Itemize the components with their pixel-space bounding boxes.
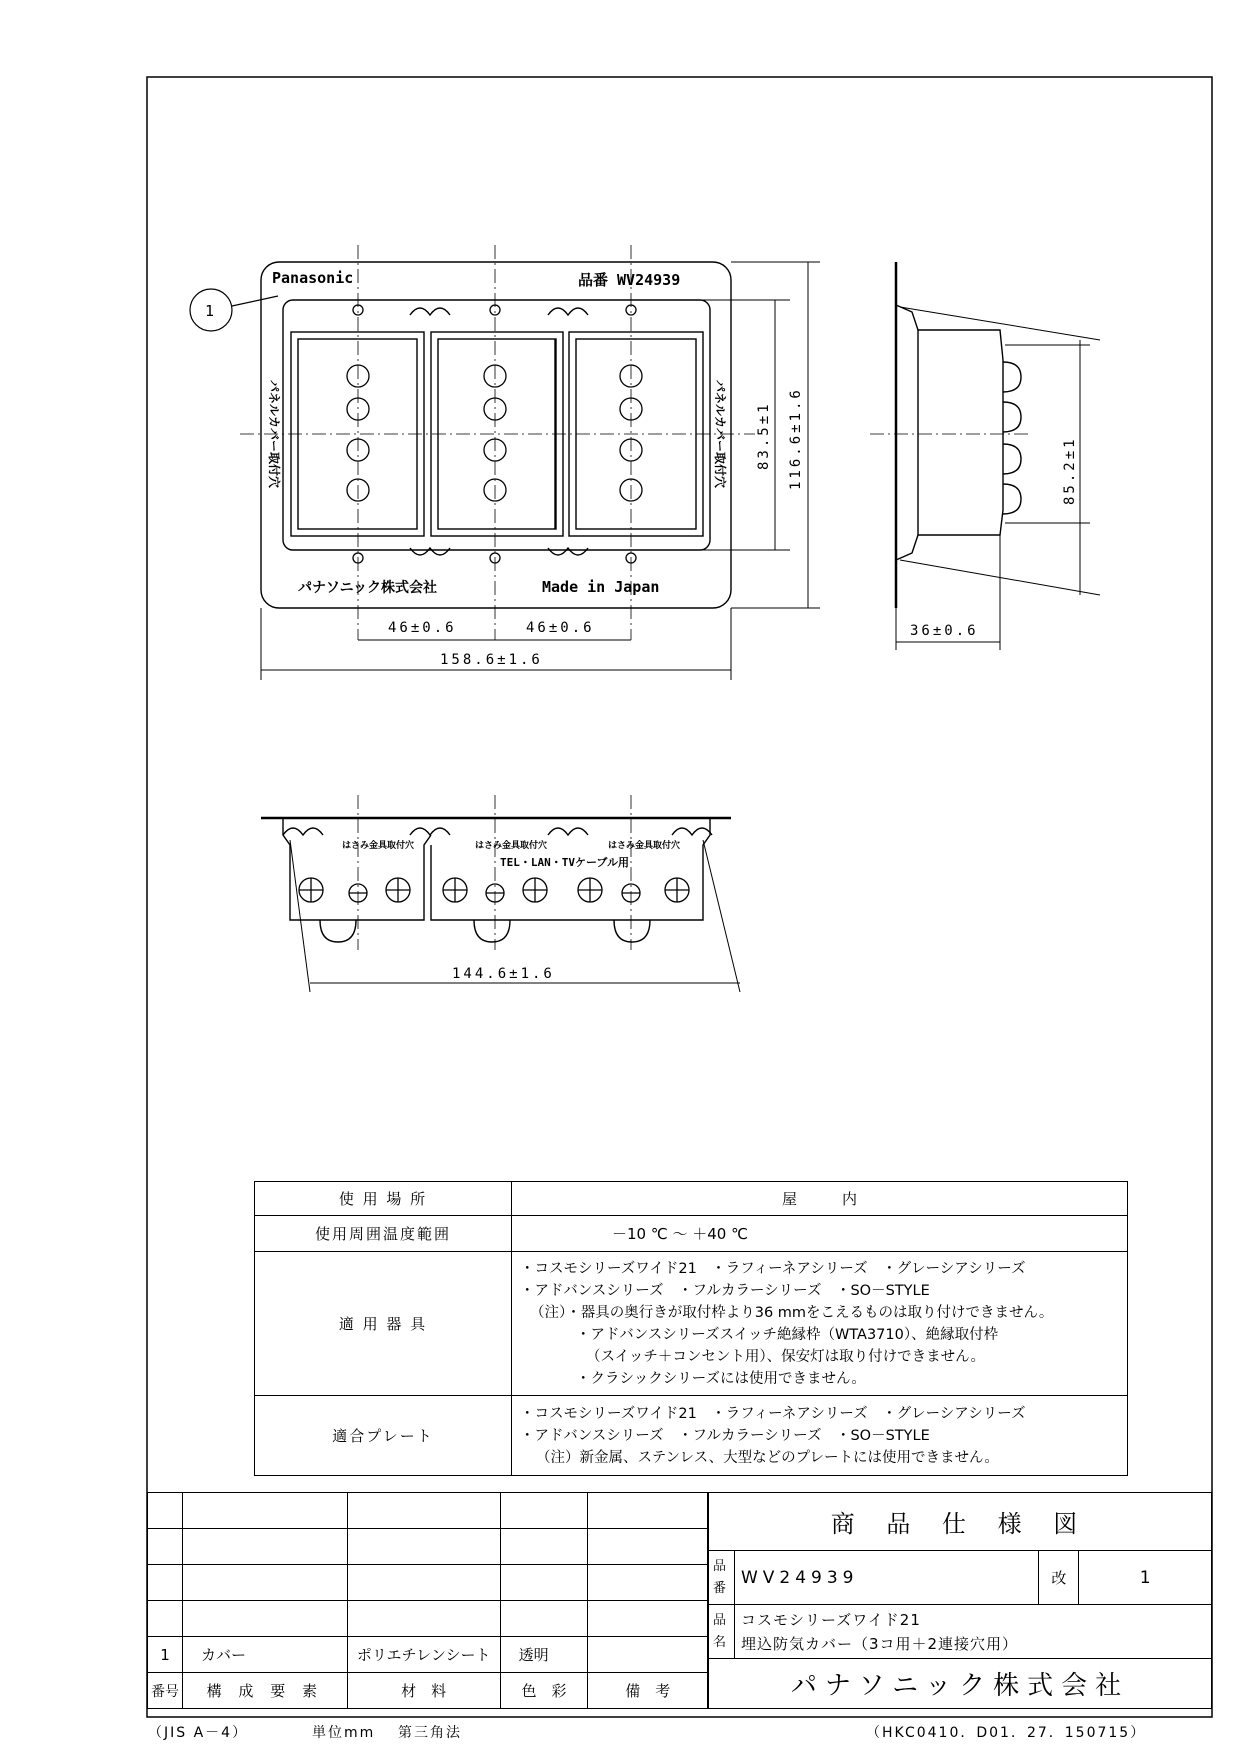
front-inner-frame (283, 300, 710, 550)
spec-label-location: 使 用 場 所 (255, 1182, 512, 1216)
footer-unit: 単位mm (312, 1725, 376, 1741)
header-note: 備 考 (588, 1673, 708, 1709)
front-plate-outline (261, 262, 731, 608)
hinban-value: WV24939 (734, 1551, 1038, 1605)
dim-side-height: 85.2±1 (1062, 436, 1078, 505)
hinmei-label: 品名 (709, 1605, 735, 1659)
dim-bottom-width: 144.6±1.6 (452, 966, 555, 982)
title-block (708, 1492, 1212, 1709)
dim-side-depth: 36±0.6 (910, 623, 979, 639)
dim-inner-height: 83.5±1 (756, 401, 772, 470)
footer-paper-size: （JIS A－4） (148, 1725, 249, 1741)
bottom-label-a1: はさみ金具取付穴 (342, 841, 415, 851)
part-name: カバー (182, 1637, 347, 1673)
parts-row-1 (148, 1637, 708, 1673)
bottom-view (261, 795, 740, 992)
plate-maker: パナソニック株式会社 (298, 580, 438, 596)
dim-overall-width: 158.6±1.6 (440, 652, 543, 668)
bottom-screws (299, 878, 689, 902)
header-no: 番号 (148, 1673, 183, 1709)
hinmei-line-2: 埋込防気カバー（3コ用＋2連接穴用） (740, 1634, 1019, 1653)
spec-label-plate: 適合プレート (255, 1396, 512, 1476)
bottom-label-a2: はさみ金具取付穴 (475, 841, 548, 851)
hinban-label: 品番 (709, 1551, 735, 1605)
footer-projection: 第三角法 (398, 1725, 462, 1741)
spec-value-temp: －10 ℃ ～ ＋40 ℃ (512, 1216, 1128, 1252)
parts-table (147, 1492, 708, 1709)
dim-pitch-right: 46±0.6 (526, 620, 595, 636)
company: パナソニック株式会社 (709, 1659, 1212, 1709)
spec-label-devices: 適 用 器 具 (255, 1252, 512, 1396)
plate-origin: Made in Japan (542, 578, 660, 596)
dim-overall-height: 116.6±1.6 (788, 387, 804, 490)
spec-value-location: 屋 内 (512, 1182, 1128, 1216)
hinmei-value (734, 1605, 1211, 1659)
spec-label-temp: 使用周囲温度範囲 (255, 1216, 512, 1252)
callout-number: 1 (205, 302, 215, 320)
spec-value-devices: ・コスモシリーズワイド21 ・ラフィーネアシリーズ ・グレーシアシリーズ ・アドバンスシリーズ ・フルカラーシリーズ ・SO－STYLE （注）・器具の奥行きが取付枠より36 mmをこえるものは取り付けできません。 ・アドバンスシリーズスイッチ絶縁枠（WTA3710）、絶縁取付枠 （スイッチ＋コンセント用）、保安灯は取り付けできません。 ・クラシックシリーズには使用できません。 (512, 1252, 1128, 1396)
front-plate-labels (267, 269, 728, 596)
side-label-left: パネルカバー取付穴 (267, 380, 281, 489)
kai-value: 1 (1079, 1551, 1212, 1605)
header-name: 構 成 要 素 (182, 1673, 347, 1709)
hinmei-line-1: コスモシリーズワイド21 (740, 1610, 921, 1629)
header-color: 色 彩 (500, 1673, 588, 1709)
front-dimensions (261, 262, 820, 680)
spec-table (254, 1181, 1128, 1476)
part-material: ポリエチレンシート (347, 1637, 500, 1673)
bottom-label-b: TEL・LAN・TVケーブル用 (500, 856, 629, 869)
callout-1 (190, 289, 278, 331)
front-box-1 (291, 332, 424, 536)
plate-part-label: 品番 WV24939 (578, 271, 681, 289)
footer-doc-no: （HKC0410．D01．27．150715） (866, 1725, 1147, 1741)
parts-header (148, 1673, 708, 1709)
side-label-right: パネルカバー取付穴 (713, 380, 727, 489)
kai-label: 改 (1039, 1551, 1079, 1605)
part-no: 1 (148, 1637, 183, 1673)
plate-brand: Panasonic (272, 269, 354, 287)
spec-value-plate: ・コスモシリーズワイド21 ・ラフィーネアシリーズ ・グレーシアシリーズ ・アドバンスシリーズ ・フルカラーシリーズ ・SO－STYLE （注）新金属、ステンレス、大型などのプレートには使用できません。 (512, 1396, 1128, 1476)
dim-pitch-left: 46±0.6 (388, 620, 457, 636)
title: 商 品 仕 様 図 (709, 1493, 1212, 1551)
part-color: 透明 (500, 1637, 588, 1673)
part-note (588, 1637, 708, 1673)
header-material: 材 料 (347, 1673, 500, 1709)
bottom-label-a3: はさみ金具取付穴 (608, 841, 681, 851)
